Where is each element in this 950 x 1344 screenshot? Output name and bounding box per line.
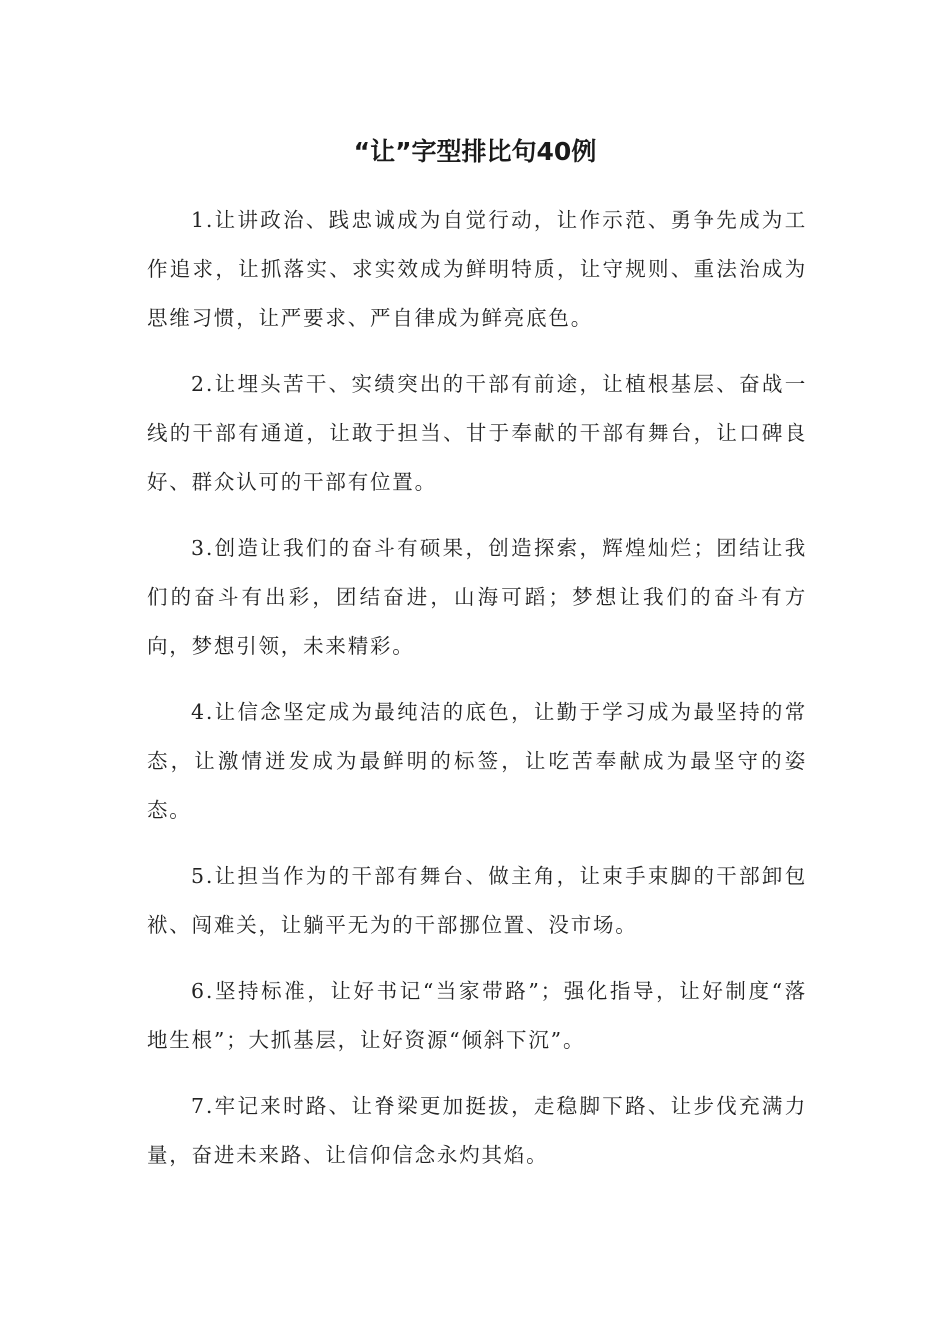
paragraph-6: 6.坚持标准，让好书记“当家带路”；强化指导，让好制度“落地生根”；大抓基层，让好资源“倾斜下沉”。 [147, 979, 807, 1052]
paragraph-2: 2.让埋头苦干、实绩突出的干部有前途，让植根基层、奋战一线的干部有通道，让敢于担当、甘于奉献的干部有舞台，让口碑良好、群众认可的干部有位置。 [147, 372, 807, 494]
paragraph-7: 7.牢记来时路、让脊梁更加挺拔，走稳脚下路、让步伐充满力量，奋进未来路、让信仰信念永灼其焰。 [147, 1094, 807, 1167]
paragraph-5: 5.让担当作为的干部有舞台、做主角，让束手束脚的干部卸包袱、闯难关，让躺平无为的干部挪位置、没市场。 [147, 864, 807, 937]
paragraph-4: 4.让信念坚定成为最纯洁的底色，让勤于学习成为最坚持的常态，让激情迸发成为最鲜明的标签，让吃苦奉献成为最坚守的姿态。 [147, 700, 807, 822]
paragraph-1: 1.让讲政治、践忠诚成为自觉行动，让作示范、勇争先成为工作追求，让抓落实、求实效成为鲜明特质，让守规则、重法治成为思维习惯，让严要求、严自律成为鲜亮底色。 [147, 208, 807, 330]
document-body [147, 196, 807, 1197]
paragraph-3: 3.创造让我们的奋斗有硕果，创造探索，辉煌灿烂；团结让我们的奋斗有出彩，团结奋进，山海可蹈；梦想让我们的奋斗有方向，梦想引领，未来精彩。 [147, 536, 807, 658]
document-title: “让”字型排比句40例 [353, 137, 597, 166]
